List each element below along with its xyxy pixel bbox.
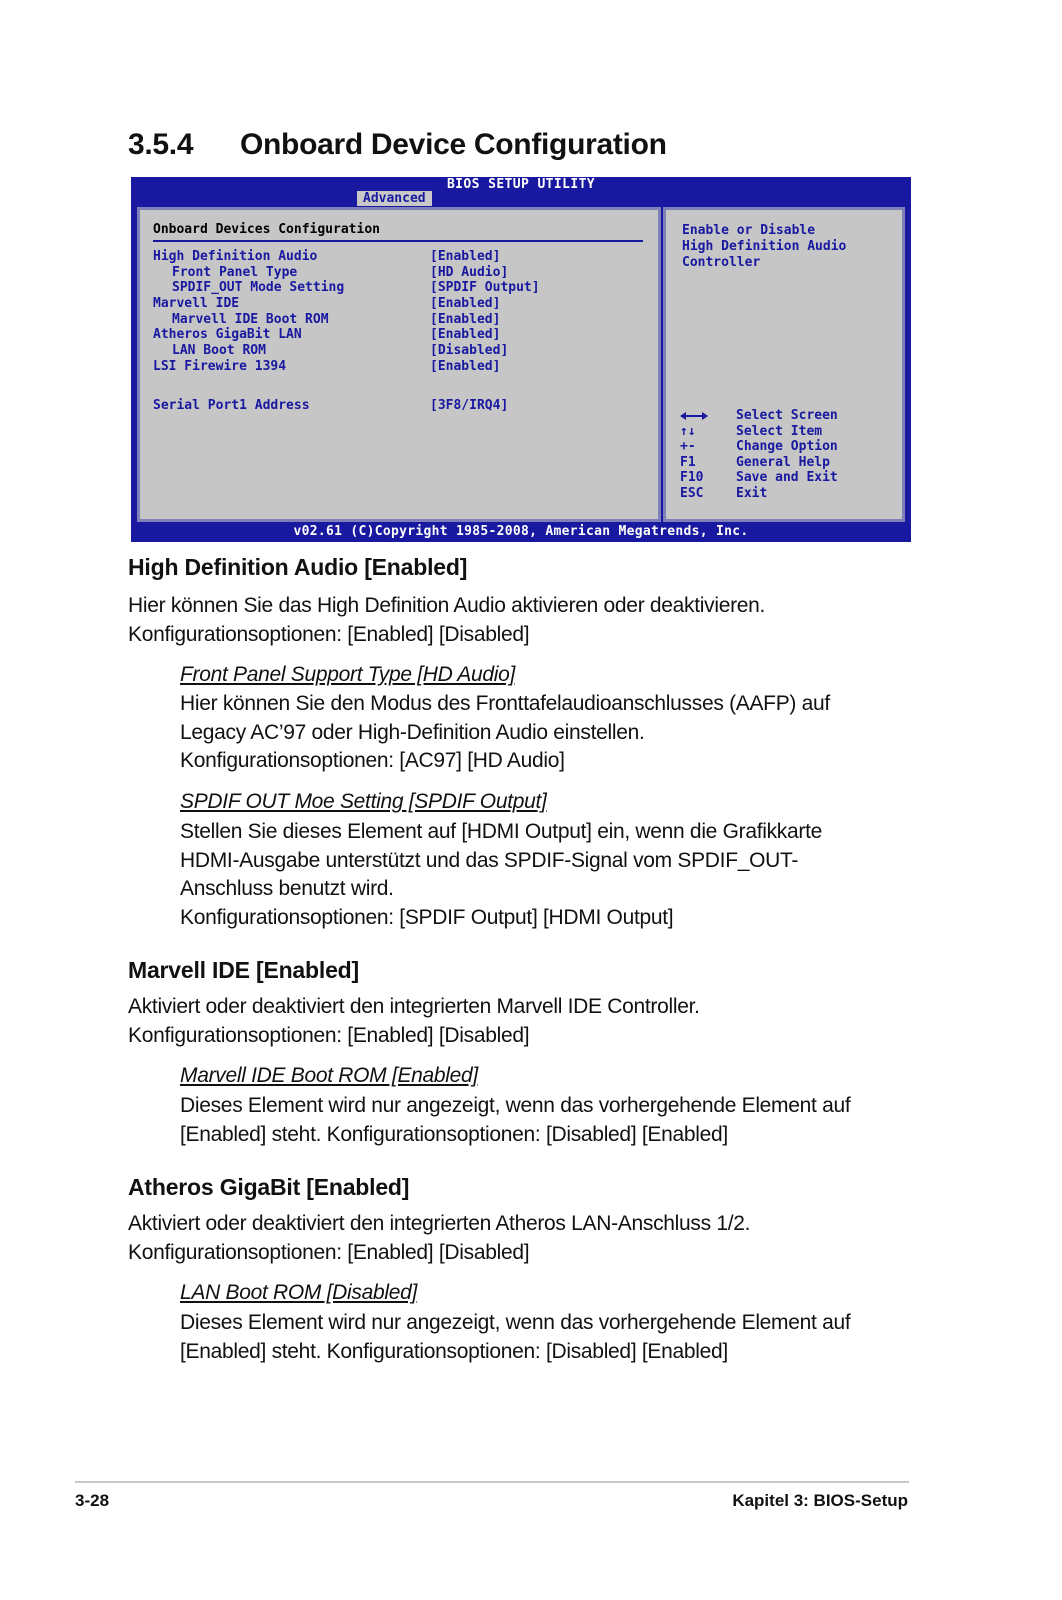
help-line: High Definition Audio [682,239,847,254]
bios-option-value: [3F8/IRQ4] [430,397,509,413]
page-number: 3-28 [75,1491,110,1510]
subheading-lan-boot-rom: LAN Boot ROM [Disabled] [180,1281,418,1304]
bios-option-row[interactable] [153,398,653,414]
text-line: Hier können Sie das High Definition Audio aktivieren oder deaktivieren. [128,594,766,617]
text-line: Aktiviert oder deaktiviert den integrierten Marvell IDE Controller. [128,995,700,1018]
subheading-spdif: SPDIF OUT Moe Setting [SPDIF Output] [180,790,547,813]
footer-divider [75,1481,909,1483]
text-line: [Enabled] steht. Konfigurationsoptionen: [Disabled] [Enabled] [180,1339,728,1363]
text-line: HDMI-Ausgabe unterstützt und das SPDIF-Signal vom SPDIF_OUT- [180,848,799,872]
bios-option-label: LSI Firewire 1394 [153,358,287,374]
bios-option-row[interactable] [153,312,653,328]
help-line: Controller [682,255,761,270]
text-line: Hier können Sie den Modus des Fronttafelaudioanschlusses (AAFP) auf [180,692,830,715]
bios-help-text [682,223,846,271]
key-desc: Select Item [736,423,823,439]
bios-option-label: Front Panel Type [172,264,298,280]
bios-help-panel [663,207,905,522]
bios-option-value: [Enabled] [430,296,501,312]
subheading-front-panel: Front Panel Support Type [HD Audio] [180,663,516,686]
bios-key-legend [680,408,900,502]
para-atheros [128,1210,928,1267]
key-row [680,424,900,440]
key-desc: Change Option [736,439,838,455]
bios-screenshot [131,177,911,542]
bios-option-row[interactable] [153,359,653,375]
key-desc: Select Screen [736,408,838,423]
left-right-arrow-icon [680,408,708,423]
bios-option-value: [Enabled] [430,327,501,343]
text-line: Stellen Sie dieses Element auf [HDMI Output] ein, wenn die Grafikkarte [180,820,822,843]
bios-option-row[interactable] [153,280,653,296]
text-line: Dieses Element wird nur angezeigt, wenn das vorhergehende Element auf [180,1311,851,1334]
key-row [680,408,900,424]
bios-option-label: High Definition Audio [153,249,318,264]
key-row [680,470,900,486]
up-down-arrow-icon: ↑↓ [680,423,696,439]
text-line: Dieses Element wird nur angezeigt, wenn das vorhergehende Element auf [180,1094,851,1117]
bios-option-row[interactable] [153,249,653,265]
bios-option-value: [Disabled] [430,343,509,359]
section-number: 3.5.4 [128,128,194,161]
key-label: +- [680,439,696,455]
text-line: Anschluss benutzt wird. [180,877,394,900]
key-label: ESC [680,485,704,501]
bios-panel-divider [153,240,643,242]
text-line: [Enabled] steht. Konfigurationsoptionen: [Disabled] [Enabled] [180,1122,728,1146]
key-row [680,455,900,471]
key-desc: General Help [736,454,830,470]
bios-option-label: Atheros GigaBit LAN [153,327,302,343]
bios-option-row[interactable] [153,265,653,281]
bios-option-value: [Enabled] [430,249,501,264]
bios-option-row[interactable] [153,296,653,312]
bios-option-row[interactable] [153,327,653,343]
bios-options-panel [137,207,661,522]
text-line: Konfigurationsoptionen: [Enabled] [Disabled] [128,1023,530,1047]
bios-option-list [153,249,653,413]
section-title [128,128,667,162]
key-desc: Save and Exit [736,470,838,486]
key-label: F1 [680,454,696,470]
bios-option-value: [Enabled] [430,358,501,374]
bios-option-value: [Enabled] [430,311,501,327]
bios-option-value: [HD Audio] [430,264,509,280]
heading-atheros: Atheros GigaBit [Enabled] [128,1174,410,1200]
chapter-label: Kapitel 3: BIOS-Setup [732,1491,908,1510]
bios-option-value: [SPDIF Output] [430,280,540,296]
bios-panel-title: Onboard Devices Configuration [153,222,380,237]
text-line: Aktiviert oder deaktiviert den integrierten Atheros LAN-Anschluss 1/2. [128,1212,751,1235]
help-line: Enable or Disable [682,223,816,238]
para-front-panel [180,690,900,776]
para-spdif [180,818,900,932]
bios-option-label: SPDIF_OUT Mode Setting [172,280,345,296]
text-line: Konfigurationsoptionen: [AC97] [HD Audio] [180,749,565,772]
bios-option-label: Marvell IDE Boot ROM [172,311,329,327]
bios-option-label: LAN Boot ROM [172,343,266,359]
key-row [680,486,900,502]
text-line: Konfigurationsoptionen: [Enabled] [Disabled] [128,622,530,646]
bios-option-label: Marvell IDE [153,296,240,312]
text-line: Legacy AC’97 oder High-Definition Audio einstellen. [180,720,645,744]
text-line: Konfigurationsoptionen: [Enabled] [Disabled] [128,1240,530,1264]
key-desc: Exit [736,485,768,501]
para-lan-boot-rom [180,1309,900,1366]
para-hda [128,592,928,649]
bios-header: BIOS SETUP UTILITY [446,177,596,192]
para-marvell-ide [128,993,928,1050]
key-row [680,439,900,455]
section-title-text: Onboard Device Configuration [240,128,667,161]
text-line: Konfigurationsoptionen: [SPDIF Output] [HDMI Output] [180,905,674,929]
bios-tab-advanced[interactable]: Advanced [357,191,432,206]
bios-option-label: Serial Port1 Address [153,397,310,413]
heading-marvell-ide: Marvell IDE [Enabled] [128,957,359,983]
para-marvell-boot-rom [180,1092,900,1149]
subheading-marvell-boot-rom: Marvell IDE Boot ROM [Enabled] [180,1064,478,1087]
heading-hda: High Definition Audio [Enabled] [128,554,468,580]
key-label: F10 [680,470,704,486]
bios-footer: v02.61 (C)Copyright 1985-2008, American Megatrends, Inc. [293,524,749,539]
bios-option-row[interactable] [153,343,653,359]
